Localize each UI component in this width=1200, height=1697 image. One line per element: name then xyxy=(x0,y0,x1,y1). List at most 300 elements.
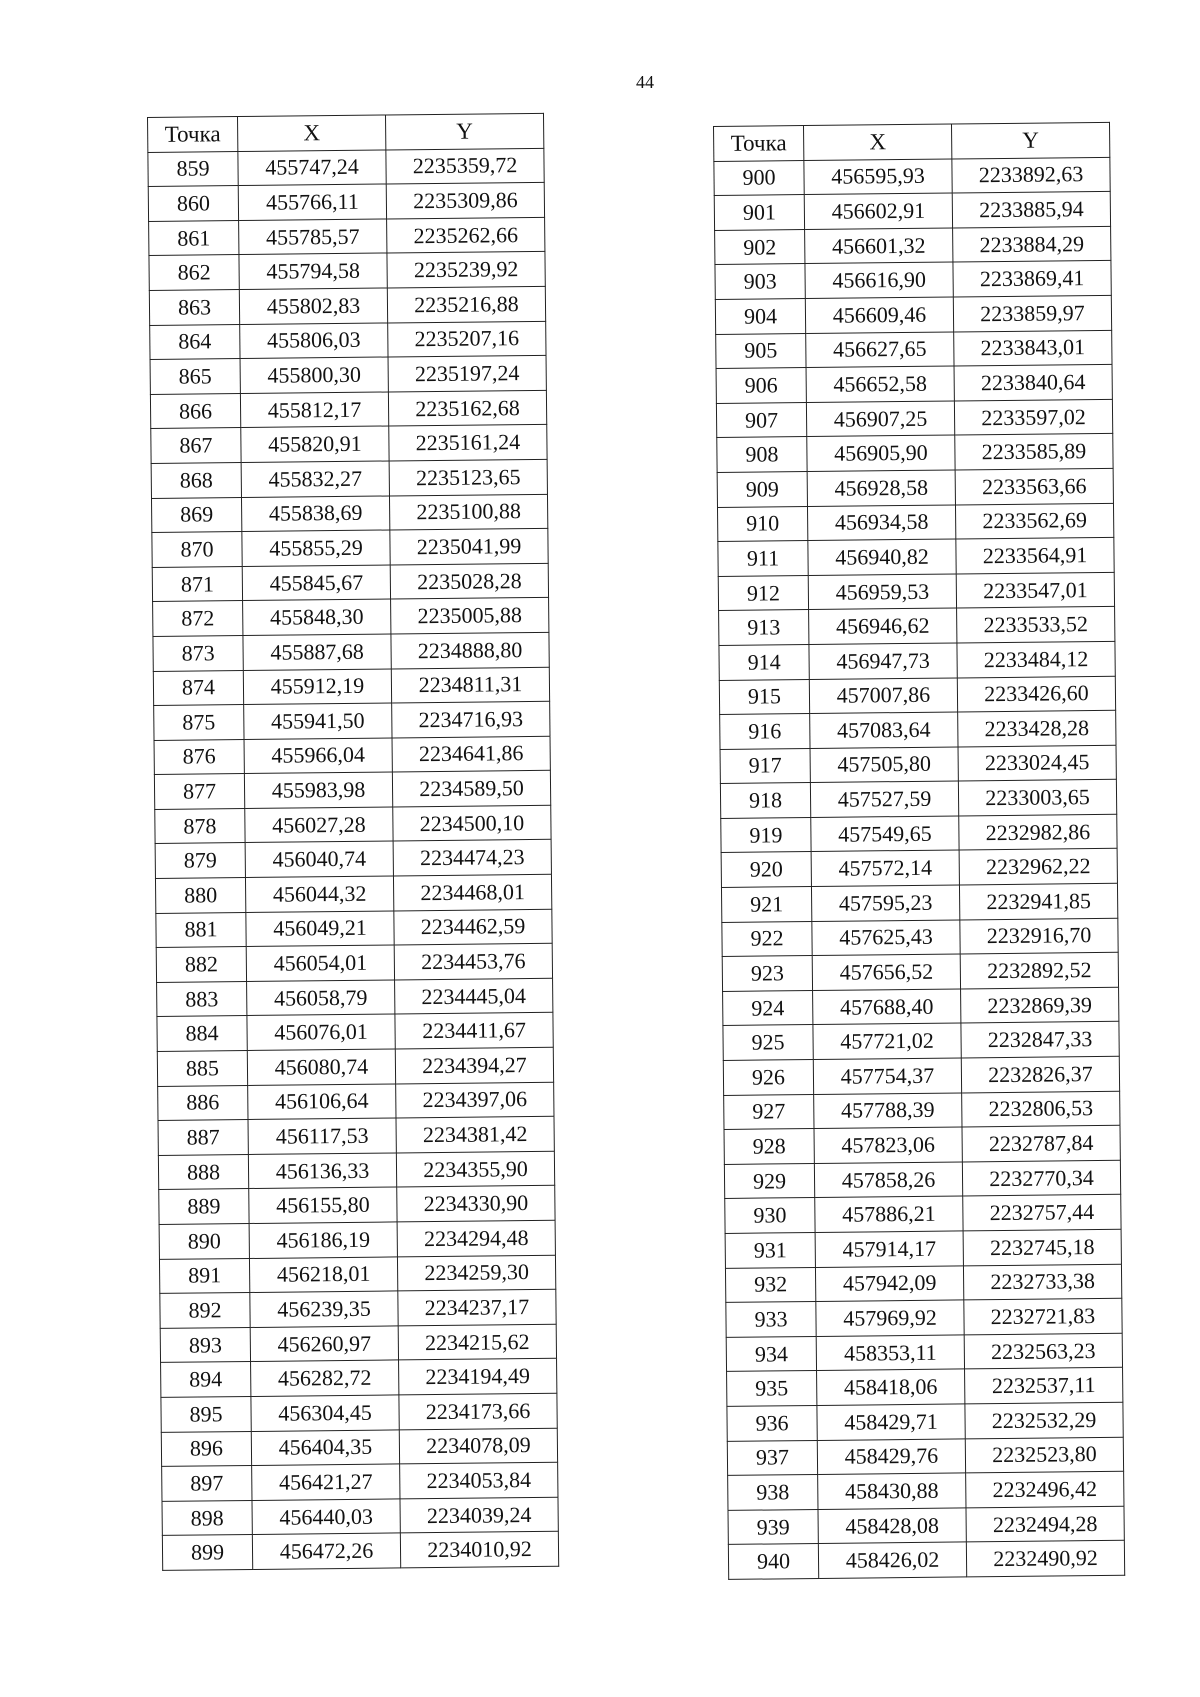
table-row xyxy=(724,1091,1120,1130)
cell-point: 866 xyxy=(150,393,240,429)
header-x: X xyxy=(804,124,952,160)
cell-x: 456601,32 xyxy=(805,228,953,264)
table-row xyxy=(156,944,552,983)
cell-y: 2234381,42 xyxy=(396,1117,554,1153)
cell-point: 924 xyxy=(723,990,813,1026)
cell-y: 2235100,88 xyxy=(389,494,547,530)
cell-x: 456959,53 xyxy=(808,574,956,610)
cell-x: 456054,01 xyxy=(246,945,394,981)
cell-x: 457527,59 xyxy=(810,781,958,817)
cell-point: 900 xyxy=(714,160,804,196)
cell-y: 2233885,94 xyxy=(952,192,1110,228)
cell-point: 885 xyxy=(157,1051,247,1087)
cell-y: 2235123,65 xyxy=(389,459,547,495)
cell-x: 456652,58 xyxy=(806,366,954,402)
cell-y: 2234811,31 xyxy=(391,667,549,703)
cell-point: 925 xyxy=(723,1025,813,1061)
table-row xyxy=(160,1324,556,1363)
cell-y: 2233003,65 xyxy=(958,780,1116,816)
cell-point: 917 xyxy=(720,748,810,784)
cell-x: 458418,06 xyxy=(817,1369,965,1405)
cell-point: 919 xyxy=(721,817,811,853)
cell-y: 2234589,50 xyxy=(392,771,550,807)
header-y: Y xyxy=(385,113,543,149)
cell-x: 455845,67 xyxy=(242,565,390,601)
table-row xyxy=(719,676,1115,715)
table-row xyxy=(160,1289,556,1328)
cell-x: 457505,80 xyxy=(810,747,958,783)
cell-x: 457688,40 xyxy=(813,989,961,1025)
table-row xyxy=(716,399,1112,438)
cell-point: 908 xyxy=(717,437,807,473)
table-row xyxy=(724,1160,1120,1199)
cell-point: 871 xyxy=(152,566,242,602)
table-row xyxy=(158,1082,554,1121)
cell-x: 455966,04 xyxy=(244,738,392,774)
cell-point: 918 xyxy=(720,783,810,819)
cell-x: 455912,19 xyxy=(243,668,391,704)
table-row xyxy=(721,849,1117,888)
cell-x: 455832,27 xyxy=(241,461,389,497)
cell-x: 457595,23 xyxy=(811,885,959,921)
cell-x: 455887,68 xyxy=(243,634,391,670)
table-row xyxy=(727,1402,1123,1441)
table-header-row xyxy=(714,122,1110,161)
table-row xyxy=(152,563,548,602)
cell-y: 2235207,16 xyxy=(388,321,546,357)
table-row xyxy=(159,1220,555,1259)
cell-y: 2232563,23 xyxy=(964,1333,1122,1369)
cell-point: 884 xyxy=(157,1016,247,1052)
table-row xyxy=(717,434,1113,473)
cell-x: 457549,65 xyxy=(811,816,959,852)
cell-point: 899 xyxy=(162,1535,252,1571)
cell-x: 455983,98 xyxy=(244,772,392,808)
cell-point: 921 xyxy=(721,887,811,923)
cell-y: 2234010,92 xyxy=(400,1532,558,1568)
table-row xyxy=(157,1047,553,1086)
cell-x: 456106,64 xyxy=(248,1084,396,1120)
table-row xyxy=(720,780,1116,819)
cell-point: 887 xyxy=(158,1120,248,1156)
cell-x: 455747,24 xyxy=(238,150,386,186)
cell-point: 876 xyxy=(154,739,244,775)
cell-x: 456218,01 xyxy=(249,1257,397,1293)
coordinates-table-left xyxy=(147,113,559,1571)
table-row xyxy=(153,598,549,637)
cell-y: 2233884,29 xyxy=(953,226,1111,262)
table-row xyxy=(154,701,550,740)
cell-point: 936 xyxy=(727,1405,817,1441)
header-point: Точка xyxy=(714,126,804,162)
cell-point: 868 xyxy=(151,462,241,498)
cell-y: 2232721,83 xyxy=(964,1298,1122,1334)
cell-point: 939 xyxy=(728,1509,818,1545)
table-row xyxy=(158,1151,554,1190)
cell-point: 896 xyxy=(161,1431,251,1467)
cell-x: 456934,58 xyxy=(807,505,955,541)
cell-y: 2233843,01 xyxy=(954,330,1112,366)
cell-x: 455766,11 xyxy=(238,184,386,220)
cell-point: 873 xyxy=(153,635,243,671)
cell-y: 2235239,92 xyxy=(387,252,545,288)
page-number: 44 xyxy=(636,72,654,92)
cell-x: 456186,19 xyxy=(249,1222,397,1258)
cell-x: 456627,65 xyxy=(806,332,954,368)
cell-y: 2233597,02 xyxy=(954,399,1112,435)
cell-x: 457754,37 xyxy=(813,1058,961,1094)
cell-point: 916 xyxy=(720,714,810,750)
table-row xyxy=(157,1013,553,1052)
cell-y: 2233869,41 xyxy=(953,261,1111,297)
cell-x: 456040,74 xyxy=(245,841,393,877)
cell-point: 867 xyxy=(151,428,241,464)
cell-point: 886 xyxy=(158,1085,248,1121)
table-row xyxy=(717,468,1113,507)
table-row xyxy=(161,1359,557,1398)
cell-y: 2232869,39 xyxy=(961,987,1119,1023)
table-row xyxy=(159,1186,555,1225)
table-row xyxy=(155,840,551,879)
cell-point: 907 xyxy=(716,402,806,438)
cell-y: 2234039,24 xyxy=(400,1497,558,1533)
table-row xyxy=(718,572,1114,611)
cell-point: 905 xyxy=(716,333,806,369)
cell-y: 2234453,76 xyxy=(394,944,552,980)
table-row xyxy=(725,1264,1121,1303)
table-row xyxy=(153,632,549,671)
table-row xyxy=(151,459,547,498)
table-row xyxy=(725,1229,1121,1268)
cell-x: 456044,32 xyxy=(245,876,393,912)
cell-y: 2232494,28 xyxy=(966,1506,1124,1542)
cell-x: 455800,30 xyxy=(240,357,388,393)
cell-point: 912 xyxy=(718,575,808,611)
cell-x: 455855,29 xyxy=(242,530,390,566)
cell-x: 458426,02 xyxy=(818,1542,966,1578)
cell-y: 2235216,88 xyxy=(387,286,545,322)
cell-point: 859 xyxy=(148,151,238,187)
cell-y: 2234294,48 xyxy=(397,1220,555,1256)
cell-x: 456616,90 xyxy=(805,262,953,298)
cell-y: 2234474,23 xyxy=(393,840,551,876)
cell-x: 457823,06 xyxy=(814,1127,962,1163)
header-x: X xyxy=(238,115,386,151)
cell-y: 2235005,88 xyxy=(391,598,549,634)
cell-x: 456609,46 xyxy=(805,297,953,333)
cell-y: 2234394,27 xyxy=(395,1047,553,1083)
table-row xyxy=(150,321,546,360)
cell-point: 938 xyxy=(728,1475,818,1511)
cell-y: 2233562,69 xyxy=(955,503,1113,539)
cell-point: 913 xyxy=(719,610,809,646)
cell-x: 457914,17 xyxy=(815,1231,963,1267)
cell-y: 2234397,06 xyxy=(396,1082,554,1118)
table-row xyxy=(149,286,545,325)
cell-x: 455848,30 xyxy=(243,599,391,635)
table-row xyxy=(723,1056,1119,1095)
cell-x: 456282,72 xyxy=(251,1360,399,1396)
cell-x: 457656,52 xyxy=(812,954,960,990)
table-row xyxy=(161,1428,557,1467)
cell-y: 2233840,64 xyxy=(954,364,1112,400)
cell-y: 2235041,99 xyxy=(390,528,548,564)
cell-x: 457788,39 xyxy=(814,1093,962,1129)
cell-point: 920 xyxy=(721,852,811,888)
cell-y: 2233563,66 xyxy=(955,468,1113,504)
cell-x: 456946,62 xyxy=(809,608,957,644)
cell-point: 869 xyxy=(151,497,241,533)
cell-point: 935 xyxy=(727,1371,817,1407)
cell-y: 2233564,91 xyxy=(956,537,1114,573)
cell-point: 883 xyxy=(157,981,247,1017)
cell-y: 2235161,24 xyxy=(389,425,547,461)
cell-point: 889 xyxy=(159,1189,249,1225)
cell-y: 2234462,59 xyxy=(394,909,552,945)
cell-point: 930 xyxy=(725,1198,815,1234)
table-row xyxy=(716,364,1112,403)
cell-point: 864 xyxy=(150,324,240,360)
cell-point: 937 xyxy=(727,1440,817,1476)
cell-x: 457007,86 xyxy=(809,677,957,713)
table-row xyxy=(726,1298,1122,1337)
cell-y: 2232733,38 xyxy=(963,1264,1121,1300)
cell-point: 861 xyxy=(149,220,239,256)
header-y: Y xyxy=(951,122,1109,158)
table-row xyxy=(158,1117,554,1156)
cell-x: 455794,58 xyxy=(239,253,387,289)
table-row xyxy=(715,295,1111,334)
table-row xyxy=(728,1541,1124,1580)
cell-y: 2232745,18 xyxy=(963,1229,1121,1265)
table-row xyxy=(156,909,552,948)
cell-y: 2232892,52 xyxy=(960,953,1118,989)
cell-y: 2233892,63 xyxy=(952,157,1110,193)
coordinates-table-right xyxy=(713,122,1125,1580)
cell-y: 2233024,45 xyxy=(958,745,1116,781)
cell-y: 2232496,42 xyxy=(966,1471,1124,1507)
cell-y: 2232982,86 xyxy=(959,814,1117,850)
table-row xyxy=(727,1437,1123,1476)
cell-y: 2234173,66 xyxy=(399,1393,557,1429)
cell-x: 458430,88 xyxy=(818,1473,966,1509)
cell-point: 928 xyxy=(724,1129,814,1165)
cell-x: 456928,58 xyxy=(807,470,955,506)
cell-x: 456421,27 xyxy=(252,1464,400,1500)
cell-point: 915 xyxy=(719,679,809,715)
table-row xyxy=(720,710,1116,749)
cell-x: 456940,82 xyxy=(808,539,956,575)
cell-y: 2233428,28 xyxy=(958,710,1116,746)
cell-y: 2234468,01 xyxy=(393,874,551,910)
table-row xyxy=(728,1506,1124,1545)
table-row xyxy=(720,745,1116,784)
cell-x: 456239,35 xyxy=(250,1291,398,1327)
cell-y: 2234641,86 xyxy=(392,736,550,772)
table-row xyxy=(152,528,548,567)
cell-point: 872 xyxy=(153,601,243,637)
table-row xyxy=(715,226,1111,265)
cell-y: 2233547,01 xyxy=(956,572,1114,608)
cell-point: 927 xyxy=(724,1094,814,1130)
cell-y: 2232962,22 xyxy=(959,849,1117,885)
table-row xyxy=(151,494,547,533)
cell-y: 2232490,92 xyxy=(966,1541,1124,1577)
cell-y: 2232537,11 xyxy=(965,1368,1123,1404)
cell-point: 909 xyxy=(717,471,807,507)
table-row xyxy=(154,771,550,810)
cell-point: 929 xyxy=(724,1163,814,1199)
cell-point: 894 xyxy=(161,1362,251,1398)
cell-point: 870 xyxy=(152,532,242,568)
cell-point: 910 xyxy=(717,506,807,542)
cell-x: 456907,25 xyxy=(806,401,954,437)
cell-y: 2234500,10 xyxy=(393,805,551,841)
cell-point: 892 xyxy=(160,1293,250,1329)
cell-x: 456304,45 xyxy=(251,1395,399,1431)
cell-x: 455941,50 xyxy=(244,703,392,739)
cell-point: 933 xyxy=(726,1302,816,1338)
cell-y: 2234053,84 xyxy=(400,1462,558,1498)
cell-x: 457886,21 xyxy=(815,1196,963,1232)
table-row xyxy=(721,814,1117,853)
cell-y: 2234888,80 xyxy=(391,632,549,668)
cell-point: 874 xyxy=(153,670,243,706)
cell-y: 2232523,80 xyxy=(965,1437,1123,1473)
header-point: Точка xyxy=(148,117,238,153)
cell-x: 456027,28 xyxy=(245,807,393,843)
cell-x: 455812,17 xyxy=(240,392,388,428)
table-row xyxy=(150,390,546,429)
cell-y: 2232916,70 xyxy=(960,918,1118,954)
table-row xyxy=(155,805,551,844)
cell-y: 2234259,30 xyxy=(397,1255,555,1291)
table-row xyxy=(162,1497,558,1536)
cell-point: 893 xyxy=(160,1327,250,1363)
table-row xyxy=(149,252,545,291)
cell-point: 878 xyxy=(155,808,245,844)
cell-y: 2234716,93 xyxy=(392,701,550,737)
cell-y: 2234078,09 xyxy=(399,1428,557,1464)
cell-x: 455806,03 xyxy=(240,323,388,359)
table-row xyxy=(159,1255,555,1294)
cell-point: 911 xyxy=(718,541,808,577)
cell-y: 2233426,60 xyxy=(957,676,1115,712)
table-row xyxy=(714,192,1110,231)
cell-point: 897 xyxy=(162,1466,252,1502)
cell-point: 932 xyxy=(725,1267,815,1303)
table-row xyxy=(161,1393,557,1432)
table-row xyxy=(153,667,549,706)
cell-x: 457969,92 xyxy=(816,1300,964,1336)
cell-x: 456602,91 xyxy=(804,193,952,229)
cell-point: 902 xyxy=(715,229,805,265)
cell-x: 456049,21 xyxy=(246,911,394,947)
cell-y: 2232806,53 xyxy=(962,1091,1120,1127)
cell-y: 2235262,66 xyxy=(387,217,545,253)
cell-x: 456080,74 xyxy=(247,1049,395,1085)
cell-point: 895 xyxy=(161,1396,251,1432)
cell-x: 456155,80 xyxy=(249,1187,397,1223)
cell-x: 455838,69 xyxy=(241,496,389,532)
table-row xyxy=(149,217,545,256)
table-row xyxy=(718,537,1114,576)
cell-x: 457942,09 xyxy=(815,1266,963,1302)
cell-y: 2232532,29 xyxy=(965,1402,1123,1438)
table-row xyxy=(715,261,1111,300)
cell-x: 456136,33 xyxy=(248,1153,396,1189)
table-row xyxy=(724,1126,1120,1165)
cell-y: 2233484,12 xyxy=(957,641,1115,677)
table-row xyxy=(719,607,1115,646)
cell-x: 456260,97 xyxy=(250,1326,398,1362)
cell-point: 882 xyxy=(156,947,246,983)
cell-point: 903 xyxy=(715,264,805,300)
table-row xyxy=(722,918,1118,957)
cell-x: 458429,76 xyxy=(817,1438,965,1474)
cell-x: 457083,64 xyxy=(810,712,958,748)
cell-y: 2233585,89 xyxy=(955,434,1113,470)
table-row xyxy=(150,355,546,394)
table-row xyxy=(162,1462,558,1501)
cell-point: 890 xyxy=(159,1223,249,1259)
cell-y: 2234330,90 xyxy=(397,1186,555,1222)
table-row xyxy=(162,1532,558,1571)
cell-x: 458353,11 xyxy=(816,1335,964,1371)
table-row xyxy=(148,148,544,187)
cell-point: 922 xyxy=(722,921,812,957)
table-row xyxy=(716,330,1112,369)
table-header-row xyxy=(148,113,544,152)
cell-y: 2232847,33 xyxy=(961,1022,1119,1058)
table-row xyxy=(151,425,547,464)
cell-y: 2234215,62 xyxy=(398,1324,556,1360)
cell-point: 879 xyxy=(155,843,245,879)
cell-point: 880 xyxy=(155,878,245,914)
table-row xyxy=(157,978,553,1017)
cell-x: 456117,53 xyxy=(248,1118,396,1154)
cell-point: 888 xyxy=(158,1154,248,1190)
cell-x: 456947,73 xyxy=(809,643,957,679)
cell-point: 934 xyxy=(726,1336,816,1372)
cell-x: 458429,71 xyxy=(817,1404,965,1440)
cell-y: 2234355,90 xyxy=(396,1151,554,1187)
cell-x: 455802,83 xyxy=(239,288,387,324)
cell-x: 455785,57 xyxy=(239,219,387,255)
table-row xyxy=(714,157,1110,196)
cell-point: 898 xyxy=(162,1500,252,1536)
table-row xyxy=(719,641,1115,680)
cell-x: 456595,93 xyxy=(804,159,952,195)
cell-point: 881 xyxy=(156,912,246,948)
cell-point: 940 xyxy=(728,1544,818,1580)
cell-x: 456076,01 xyxy=(247,1014,395,1050)
table-row xyxy=(155,874,551,913)
cell-x: 458428,08 xyxy=(818,1508,966,1544)
cell-point: 923 xyxy=(722,956,812,992)
cell-point: 904 xyxy=(715,299,805,335)
cell-y: 2234237,17 xyxy=(398,1289,556,1325)
cell-y: 2235309,86 xyxy=(386,183,544,219)
cell-x: 457572,14 xyxy=(811,850,959,886)
cell-y: 2232787,84 xyxy=(962,1126,1120,1162)
cell-x: 457721,02 xyxy=(813,1023,961,1059)
table-row xyxy=(723,1022,1119,1061)
cell-y: 2234411,67 xyxy=(395,1013,553,1049)
table-row xyxy=(728,1471,1124,1510)
cell-point: 863 xyxy=(149,290,239,326)
table-row xyxy=(725,1195,1121,1234)
